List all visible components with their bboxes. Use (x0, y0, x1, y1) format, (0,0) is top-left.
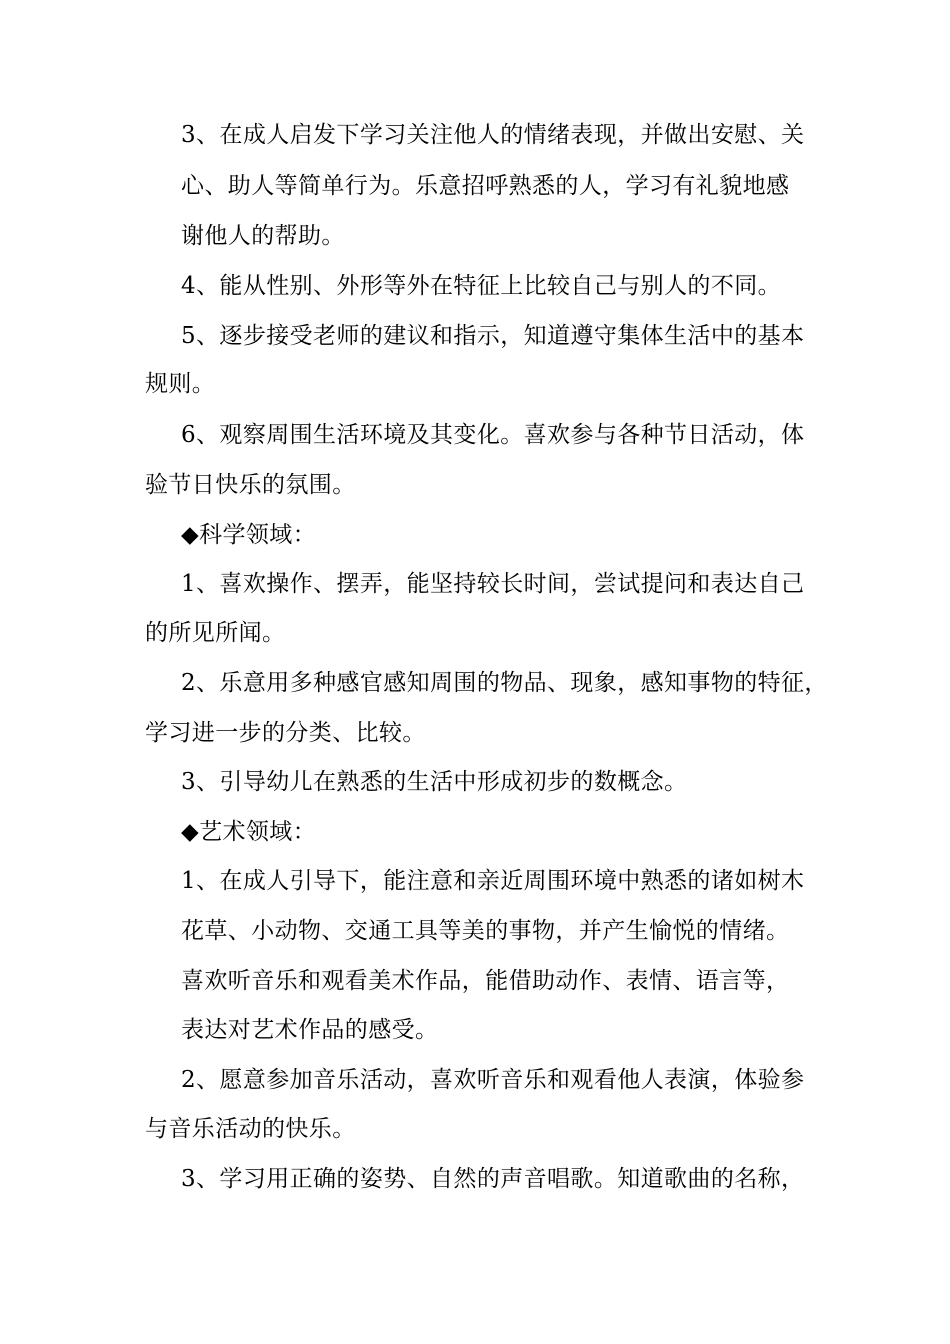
text-line: 5、逐步接受老师的建议和指示，知道遵守集体生活中的基本 (181, 323, 805, 349)
text-line: 的所见所闻。 (145, 620, 286, 646)
text-line: 1、在成人引导下，能注意和亲近周围环境中熟悉的诸如树木 (181, 868, 805, 894)
text-line: 与音乐活动的快乐。 (145, 1116, 356, 1142)
text-line: 学习进一步的分类、比较。 (145, 720, 426, 746)
text-line: 验节日快乐的氛围。 (145, 472, 356, 498)
text-line: 规则。 (145, 371, 216, 397)
text-line: 2、愿意参加音乐活动，喜欢听音乐和观看他人表演，体验参 (181, 1067, 805, 1093)
text-line: 心、助人等简单行为。乐意招呼熟悉的人，学习有礼貌地感 (181, 173, 790, 199)
text-line: 3、学习用正确的姿势、自然的声音唱歌。知道歌曲的名称， (181, 1166, 805, 1192)
text-line: 表达对艺术作品的感受。 (181, 1017, 439, 1043)
text-line: 4、能从性别、外形等外在特征上比较自己与别人的不同。 (181, 273, 782, 299)
text-line: 2、乐意用多种感官感知周围的物品、现象，感知事物的特征， (181, 670, 828, 696)
section-heading: ◆艺术领域： (181, 819, 317, 845)
text-line: 3、在成人启发下学习关注他人的情绪表现，并做出安慰、关 (181, 122, 805, 148)
text-line: 谢他人的帮助。 (181, 223, 345, 249)
text-line: 花草、小动物、交通工具等美的事物，并产生愉悦的情绪。 (181, 918, 790, 944)
text-line: 3、引导幼儿在熟悉的生活中形成初步的数概念。 (181, 769, 688, 795)
section-heading: ◆科学领域： (181, 522, 317, 548)
text-line: 1、喜欢操作、摆弄，能坚持较长时间，尝试提问和表达自己 (181, 571, 805, 597)
text-line: 6、观察周围生活环境及其变化。喜欢参与各种节日活动，体 (181, 422, 805, 448)
text-line: 喜欢听音乐和观看美术作品，能借助动作、表情、语言等， (181, 968, 790, 994)
